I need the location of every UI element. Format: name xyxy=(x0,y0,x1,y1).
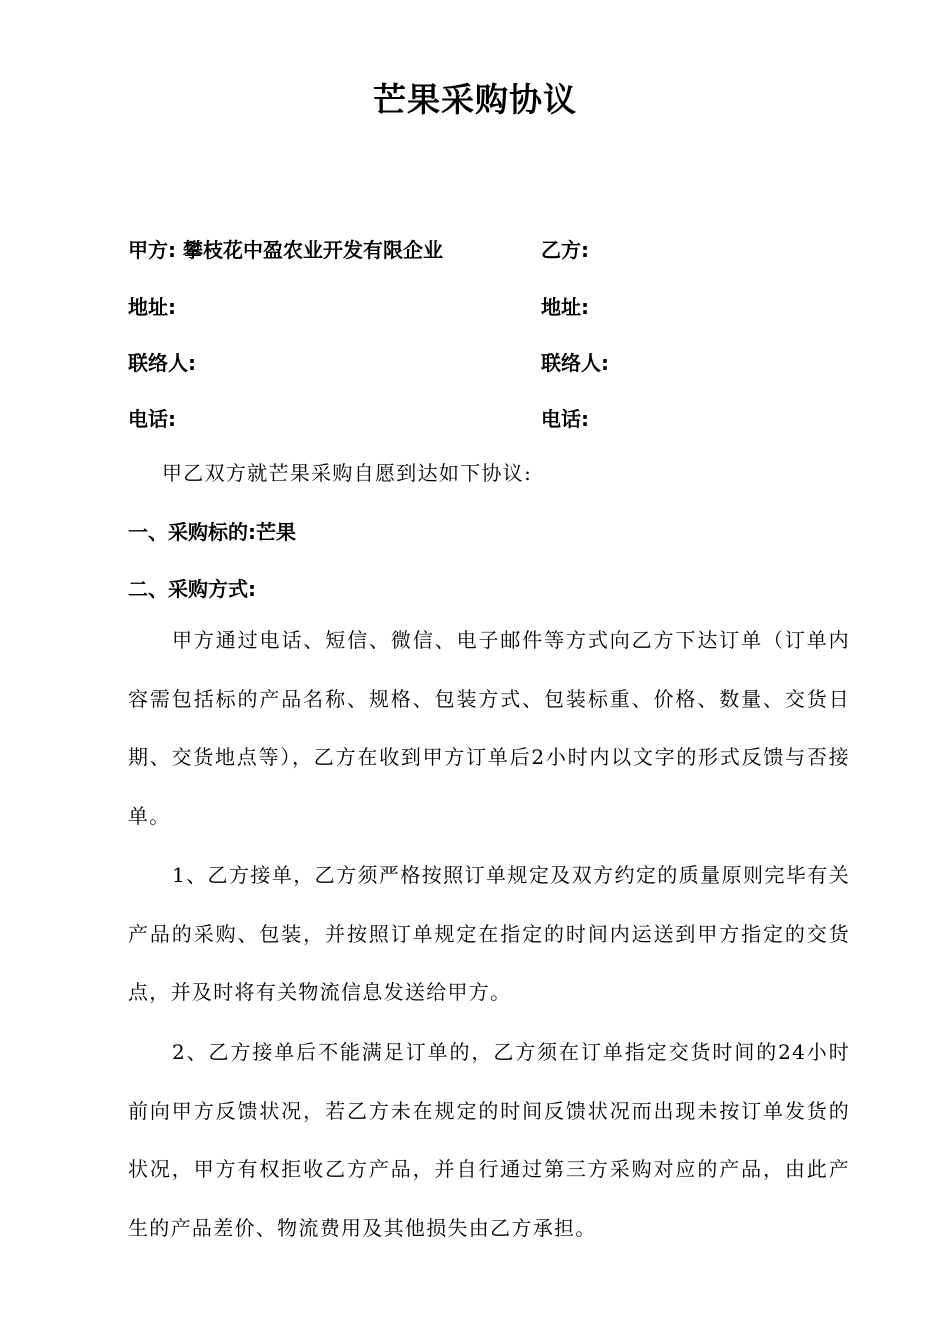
document-title: 芒果采购协议 xyxy=(373,80,577,119)
party-a-name: 甲方: 攀枝花中盈农业开发有限企业 xyxy=(128,238,443,262)
party-b-contact: 联络人: xyxy=(541,351,609,375)
party-b-name: 乙方: xyxy=(541,238,589,262)
intro-paragraph: 甲乙双方就芒果采购自愿到达如下协议: xyxy=(162,461,533,485)
section-2-heading: 二、采购方式: xyxy=(128,577,256,601)
section-1-heading: 一、采购标的:芒果 xyxy=(128,520,296,544)
party-a-address: 地址: xyxy=(128,295,176,319)
item-2-paragraph: 2、乙方接单后不能满足订单的，乙方须在订单指定交货时间的24小时前向甲方反馈状况，若乙方未在规定的时间反馈状况而出现未按订单发货的状况，甲方有权拒收乙方产品，并自行通过第三方采购对应的产品，由此产生的产品差价、物流费用及其他损失由乙方承担。 xyxy=(128,1040,850,1240)
party-b-phone: 电话: xyxy=(541,407,589,431)
party-a-phone: 电话: xyxy=(128,407,176,431)
item-1-paragraph: 1、乙方接单，乙方须严格按照订单规定及双方约定的质量原则完毕有关产品的采购、包装，并按照订单规定在指定的时间内运送到甲方指定的交货点，并及时将有关物流信息发送给甲方。 xyxy=(128,863,850,1004)
order-paragraph: 甲方通过电话、短信、微信、电子邮件等方式向乙方下达订单（订单内容需包括标的产品名称、规格、包装方式、包装标重、价格、数量、交货日期、交货地点等），乙方在收到甲方订单后2小时内以文字的形式反馈与否接单。 xyxy=(128,628,850,828)
party-b-address: 地址: xyxy=(541,295,589,319)
party-a-contact: 联络人: xyxy=(128,351,196,375)
